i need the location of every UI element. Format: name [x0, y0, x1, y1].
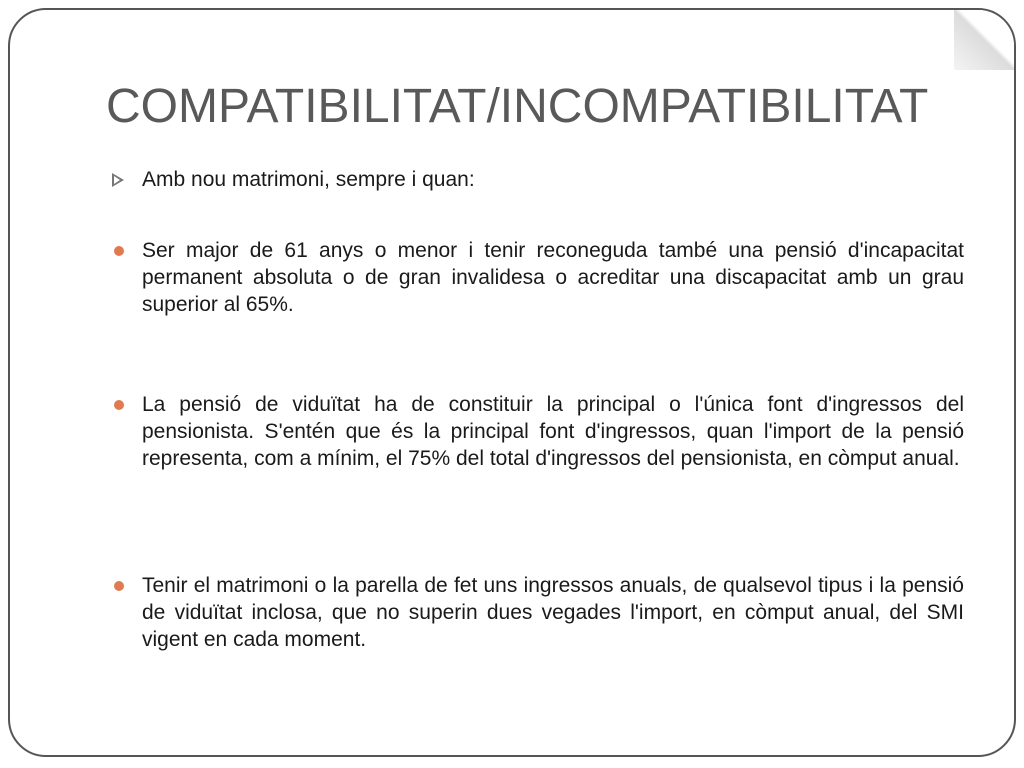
bullet-item-income-limit: [106, 572, 964, 653]
dot-bullet-icon: [106, 237, 142, 265]
bullet-item-intro: [106, 166, 964, 194]
dot-bullet-icon: [106, 391, 142, 419]
slide-title: COMPATIBILITAT/INCOMPATIBILITAT: [106, 80, 929, 133]
bullet-item-income-source: [106, 391, 964, 472]
arrow-bullet-icon: [106, 166, 142, 194]
bullet-text: La pensió de viduïtat ha de constituir la principal o l'única font d'ingressos del pensionista. S'entén que és la principal font d'ingressos, quan l'import de la pensió representa, com a mínim, el 75% del total d'ingressos del pensionista, en còmput anual.: [142, 393, 964, 470]
dot-bullet-icon: [106, 572, 142, 600]
page-fold-corner: [954, 10, 1014, 70]
bullet-item-age-requirement: [106, 237, 964, 318]
bullet-text: Ser major de 61 anys o menor i tenir reconeguda també una pensió d'incapacitat permanent absoluta o de gran invalidesa o acreditar una discapacitat amb un grau superior al 65%.: [142, 239, 964, 316]
bullet-text: Tenir el matrimoni o la parella de fet uns ingressos anuals, de qualsevol tipus i la pensió de viduïtat inclosa, que no superin dues vegades l'import, en còmput anual, del SMI vigent en cada moment.: [142, 574, 964, 651]
bullet-text: Amb nou matrimoni, sempre i quan:: [142, 168, 475, 191]
